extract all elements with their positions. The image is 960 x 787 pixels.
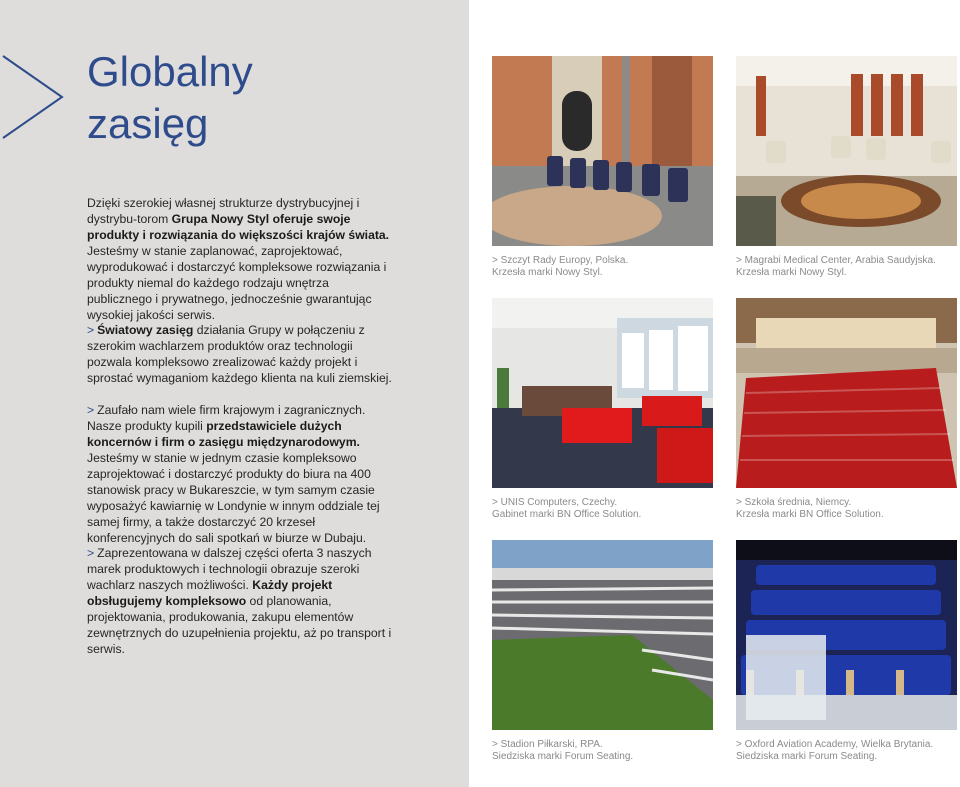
global-reach-paragraph [87, 322, 392, 386]
photo-medical-center [736, 56, 957, 246]
left-text-panel [0, 0, 469, 787]
intro-paragraph [87, 195, 392, 323]
caption-1-place: > Szczyt Rady Europy, Polska. [492, 255, 629, 266]
offer-text-1: Zaprezentowana w dalszej części oferta 3 naszych marek produktowych i technologii obrazuje szeroki wachlarz naszych możliwości. [87, 546, 372, 592]
trust-text-1: Zaufało nam wiele firm krajowym i zagranicznych. Nasze produkty kupili [87, 403, 366, 433]
caption-4 [736, 497, 960, 521]
title-line-2: zasięg [87, 100, 209, 147]
caption-3 [492, 497, 722, 521]
caption-2-place: > Magrabi Medical Center, Arabia Saudyjska. [736, 255, 936, 266]
title-line-1: Globalny [87, 48, 253, 95]
bullet-arrow-icon: > [87, 546, 95, 560]
offer-paragraph [87, 545, 392, 657]
global-reach-text: działania Grupy w połączeniu z szerokim wachlarzem produktów oraz technologii pozwala kompleksowo zrealizować każdy projekt i sprostać wymaganiom każdego klienta na kuli ziemskiej. [87, 323, 392, 385]
caption-5-brand: Siedziska marki Forum Seating. [492, 751, 634, 762]
chevron-right-icon [0, 52, 70, 142]
caption-6-brand: Siedziska marki Forum Seating. [736, 751, 878, 762]
caption-4-brand: Krzesła marki BN Office Solution. [736, 509, 884, 520]
bullet-arrow-icon: > [87, 323, 95, 337]
caption-4-place: > Szkoła średnia, Niemcy. [736, 497, 852, 508]
caption-1 [492, 255, 722, 279]
intro-bold: Grupa Nowy Styl oferuje swoje produkty i rozwiązania do większości krajów świata. [87, 212, 390, 242]
photo-auditorium [736, 540, 957, 730]
trust-text-2: Jesteśmy w stanie w jednym czasie kompleksowo zaprojektować i dostarczyć produkty do biura na 400 stanowisk pracy w Bukareszcie, w tym samym czasie wyposażyć kawiarnię w Londynie w innym oddziale tej samej firmy, a także dostarczyć 20 krzeseł konferencyjnych do sali spotkań w biurze w Dubaju. [87, 451, 380, 545]
offer-bold: Każdy projekt obsługujemy kompleksowo [87, 578, 333, 608]
bullet-arrow-icon: > [87, 403, 95, 417]
caption-5 [492, 739, 722, 763]
caption-6 [736, 739, 960, 763]
caption-1-brand: Krzesła marki Nowy Styl. [492, 267, 603, 278]
offer-text-2: od planowania, projektowania, produkowania, zakupu elementów zewnętrznych do uzupełnienia projektu, aż po transport i serwis. [87, 594, 392, 656]
caption-2-brand: Krzesła marki Nowy Styl. [736, 267, 847, 278]
photo-council-chamber [492, 56, 713, 246]
trust-bold: przedstawiciele dużych koncernów i firm o zasięgu międzynarodowym. [87, 419, 360, 449]
caption-5-place: > Stadion Piłkarski, RPA. [492, 739, 603, 750]
caption-2 [736, 255, 960, 279]
caption-3-brand: Gabinet marki BN Office Solution. [492, 509, 642, 520]
photo-office [492, 298, 713, 488]
caption-6-place: > Oxford Aviation Academy, Wielka Brytania. [736, 739, 934, 750]
photo-stadium [492, 540, 713, 730]
trust-paragraph [87, 402, 392, 546]
intro-text-1: Dzięki szerokiej własnej strukturze dystrybucyjnej i dystrybu-torom [87, 196, 360, 226]
page-title [87, 46, 253, 150]
caption-3-place: > UNIS Computers, Czechy. [492, 497, 618, 508]
global-reach-bold: Światowy zasięg [97, 323, 194, 337]
photo-school-hall [736, 298, 957, 488]
intro-text-2: Jesteśmy w stanie zaplanować, zaprojektować, wyprodukować i dostarczyć kompleksowe rozwiązania i produkty niemal do każdego rodzaju wnętrza publicznego i prywatnego, jednocześnie gwarantując wysokiej jakości serwis. [87, 244, 387, 322]
